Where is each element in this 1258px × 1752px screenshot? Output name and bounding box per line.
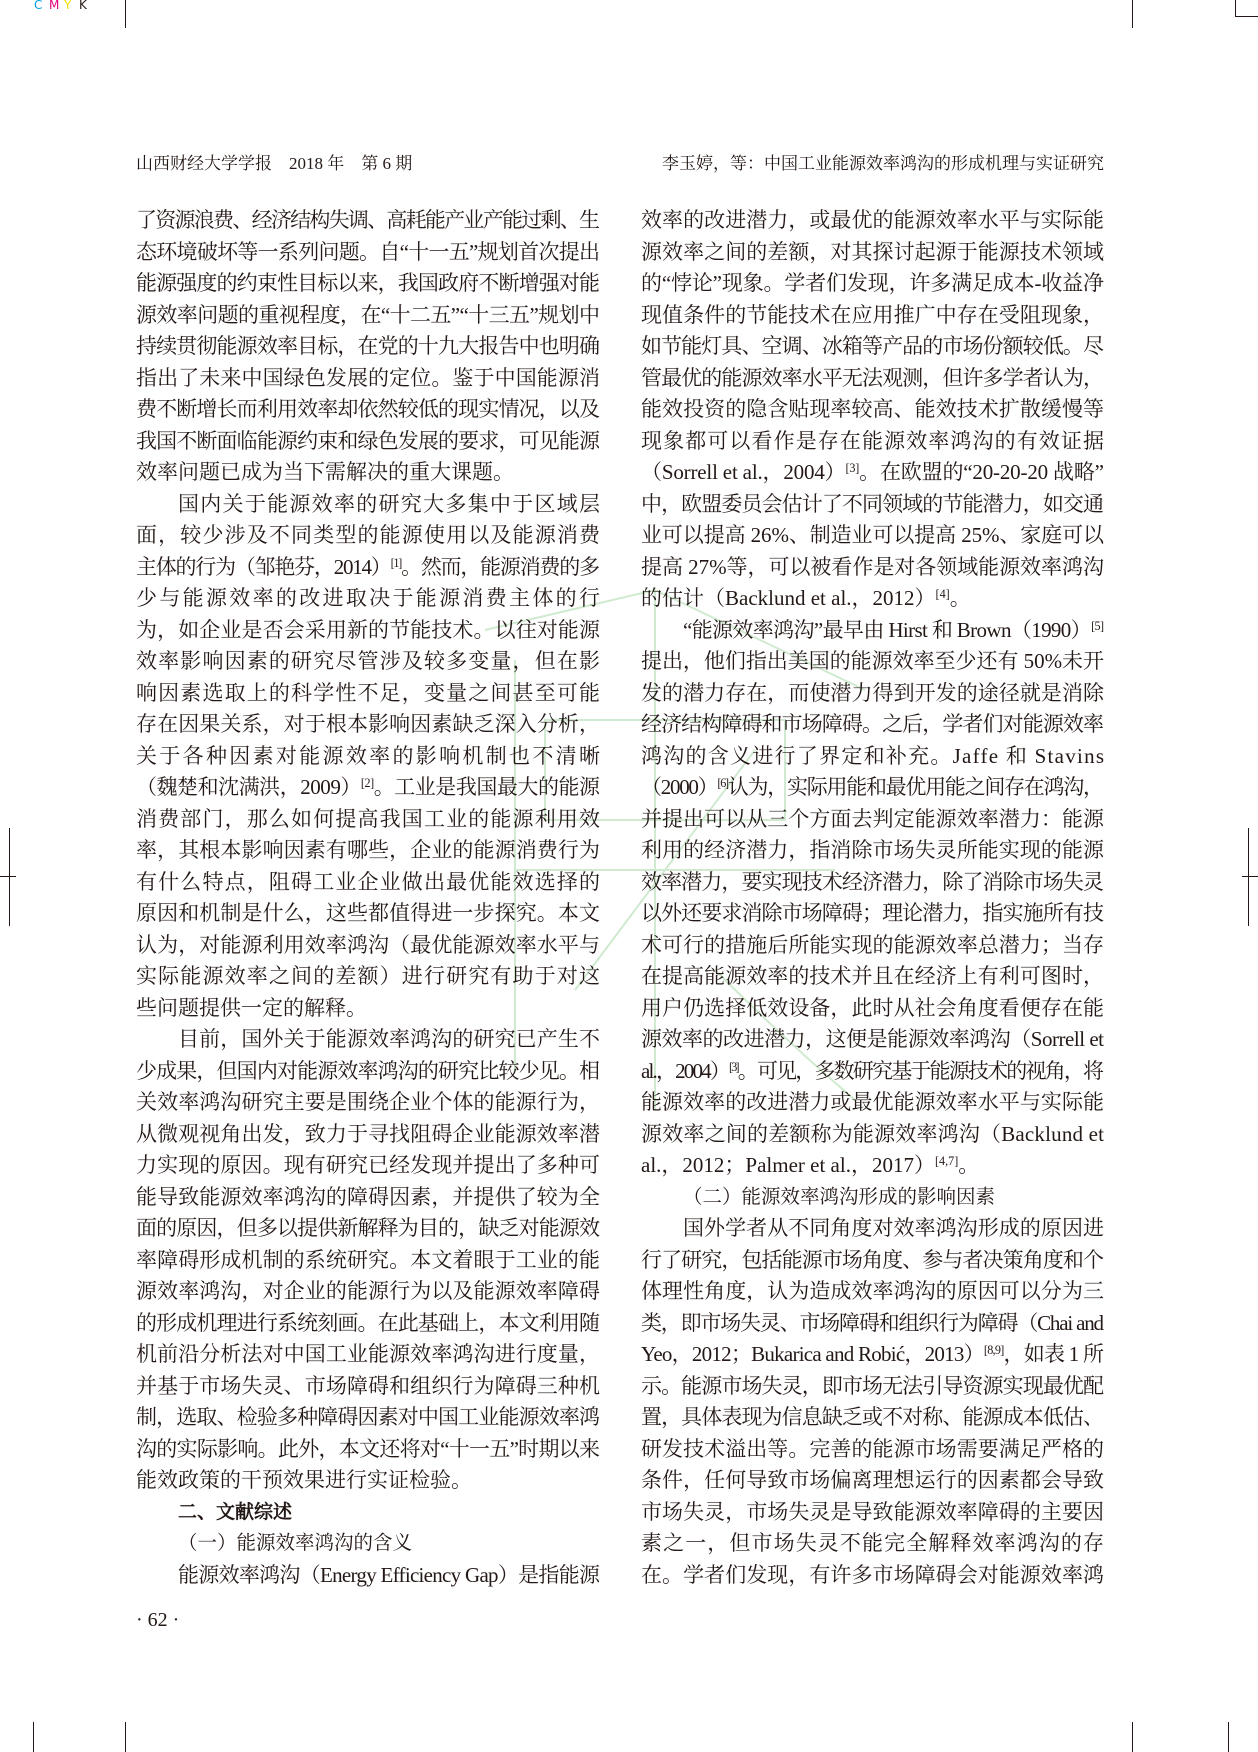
- line-text: 源效率之间的差额称为能源效率鸿沟（Backlund et: [641, 1121, 1105, 1146]
- text-line: [136, 1276, 600, 1308]
- text-line: [136, 1371, 600, 1403]
- line-text: 能源强度的约束性目标以来，我国政府不断增强对能: [136, 271, 600, 295]
- text-line: [641, 615, 1104, 647]
- text-line: [641, 1528, 1104, 1560]
- citation-marker: [4,7]: [934, 1154, 959, 1169]
- text-line: [641, 1402, 1104, 1434]
- text-line: [641, 898, 1104, 930]
- text-line: [136, 615, 600, 647]
- crop-mark: [33, 1722, 34, 1752]
- text-line: [136, 1024, 600, 1056]
- line-text: 国内关于能源效率的研究大多集中于区域层: [178, 491, 602, 516]
- text-line: [641, 583, 1104, 615]
- text-line: [136, 1213, 600, 1245]
- line-text: 效率的改进潜力，或最优的能源效率水平与实际能: [641, 208, 1105, 232]
- text-line: [641, 1497, 1104, 1529]
- line-text: （魏楚和沈满洪，2009）[2]。工业是我国最大的能源: [136, 775, 600, 799]
- line-text: （2000）[6]认为，实际用能和最优用能之间存在鸿沟，: [641, 775, 1103, 799]
- crop-mark: [1132, 1722, 1133, 1752]
- text-line: [136, 898, 600, 930]
- line-text: 效率问题已成为当下需解决的重大课题。: [136, 460, 514, 484]
- crop-mark: [1235, 16, 1258, 17]
- text-line: [136, 426, 600, 458]
- cmyk-letter-y: Y: [64, 0, 72, 12]
- line-text: 的估计（Backlund et al.，2012）[4]。: [641, 586, 971, 610]
- line-text: 实际能源效率之间的差额）进行研究有助于对这: [136, 964, 602, 988]
- line-text: 术可行的措施后所能实现的能源效率总潜力；当存: [641, 932, 1105, 957]
- text-line: [641, 835, 1104, 867]
- text-line: [641, 961, 1104, 993]
- subsection-heading: [641, 1182, 1104, 1214]
- text-line: [641, 1213, 1104, 1245]
- text-line: [641, 426, 1104, 458]
- text-line: [641, 394, 1104, 426]
- text-line: [641, 772, 1104, 804]
- line-text: 机前沿分析法对中国工业能源效率鸿沟进行度量，: [136, 1342, 601, 1366]
- line-text: al.，2004）[3]。可见，多数研究基于能源技术的视角，将: [641, 1058, 1103, 1083]
- text-line: [641, 993, 1104, 1025]
- line-text: 市场失灵，市场失灵是导致能源效率障碍的主要因: [641, 1499, 1105, 1524]
- line-text: 现象都可以看作是存在能源效率鸿沟的有效证据: [641, 428, 1106, 453]
- text-line: [641, 1560, 1104, 1592]
- text-line: [641, 741, 1104, 773]
- line-text: 能源效率鸿沟（Energy Efficiency Gap）是指能源: [178, 1562, 600, 1587]
- line-text: 存在因果关系，对于根本影响因素缺乏深入分析，: [136, 712, 601, 736]
- line-text: 现值条件的节能技术在应用推广中存在受阻现象，: [641, 302, 1105, 327]
- line-text: 管最优的能源效率水平无法观测，但许多学者认为，: [641, 365, 1104, 390]
- line-text: 关效率鸿沟研究主要是围绕企业个体的能源行为，: [136, 1090, 601, 1114]
- line-text: 能导致能源效率鸿沟的障碍因素，并提供了较为全: [136, 1184, 601, 1209]
- line-text: 在。学者们发现，有许多市场障碍会对能源效率鸿: [641, 1562, 1105, 1587]
- text-line: [136, 1560, 600, 1592]
- text-line: [641, 867, 1104, 899]
- line-text: 二、文献综述: [178, 1500, 293, 1523]
- text-line: [136, 583, 603, 615]
- line-text: 少成果，但国内对能源效率鸿沟的研究比较少见。相: [136, 1058, 600, 1083]
- text-line: [136, 930, 600, 962]
- citation-marker: [2]: [360, 776, 374, 791]
- line-text: 业可以提高 26%、制造业可以提高 25%、家庭可以: [641, 523, 1104, 547]
- citation-marker: [5]: [1091, 618, 1104, 633]
- text-line: [136, 552, 600, 584]
- text-line: [136, 237, 600, 269]
- citation-marker: [6]: [717, 776, 728, 791]
- line-text: 用户仍选择低效设备，此时从社会角度看便存在能: [641, 995, 1105, 1020]
- line-text: 中，欧盟委员会估计了不同领域的节能潜力，如交通: [641, 491, 1104, 516]
- text-line: [136, 1056, 600, 1088]
- text-line: [641, 1465, 1104, 1497]
- line-text: 主体的行为（邹艳芬，2014）[1]。然而，能源消费的多: [136, 554, 599, 579]
- line-text: al.，2012；Palmer et al.，2017）[4,7]。: [641, 1153, 980, 1177]
- line-text: 响因素选取上的科学性不足，变量之间甚至可能: [136, 680, 602, 705]
- text-line: [136, 300, 600, 332]
- text-line: [136, 804, 600, 836]
- line-text: 从微观视角出发，致力于寻找阻碍企业能源效率潜: [136, 1121, 601, 1146]
- line-text: （Sorrell et al.，2004）[3]。在欧盟的“20-20-20 战略”: [641, 460, 1104, 484]
- text-line: [136, 1434, 600, 1466]
- line-text: 力实现的原因。现有研究已经发现并提出了多种可: [136, 1153, 601, 1177]
- text-line: [136, 489, 600, 521]
- line-text: 能源效率的改进潜力或最优能源效率水平与实际能: [641, 1090, 1105, 1114]
- section-heading: [136, 1497, 600, 1529]
- line-text: 如节能灯具、空调、冰箱等产品的市场份额较低。尽: [641, 334, 1104, 358]
- cmyk-color-bar: [34, 0, 94, 12]
- text-line: [136, 646, 600, 678]
- text-line: [641, 520, 1104, 552]
- line-text: 面的原因，但多以提供新解释为目的，缺乏对能源效: [136, 1216, 600, 1240]
- line-text: 率，其根本影响因素有哪些，企业的能源消费行为: [136, 838, 601, 862]
- text-line: [136, 331, 600, 363]
- cmyk-letter-c: C: [34, 0, 43, 12]
- text-line: [641, 1434, 1104, 1466]
- citation-marker: [8,9]: [983, 1343, 1004, 1358]
- text-line: [641, 457, 1104, 489]
- line-text: （一）能源效率鸿沟的含义: [178, 1533, 413, 1554]
- registration-mark: [9, 828, 10, 926]
- citation-marker: [4]: [935, 587, 950, 602]
- text-line: [641, 552, 1104, 584]
- text-line: [641, 1339, 1104, 1371]
- line-text: 少与能源效率的改进取决于能源消费主体的行: [136, 586, 603, 610]
- registration-mark: [1242, 876, 1258, 877]
- line-text: 原因和机制是什么，这些都值得进一步探究。本文: [136, 901, 601, 925]
- text-line: [136, 1245, 600, 1277]
- line-text: 关于各种因素对能源效率的影响机制也不清晰: [136, 743, 603, 768]
- text-line: [136, 1119, 600, 1151]
- text-line: [136, 835, 600, 867]
- text-line: [641, 804, 1104, 836]
- running-title: 李玉婷，等：中国工业能源效率鸿沟的形成机理与实证研究: [662, 154, 1104, 173]
- citation-marker: [3]: [729, 1059, 738, 1074]
- line-text: 沟的实际影响。此外，本文还将对“十一五”时期以来: [136, 1436, 600, 1461]
- line-text: 源效率鸿沟，对企业的能源行为以及能源效率障碍: [136, 1279, 601, 1303]
- line-text: 行了研究，包括能源市场角度、参与者决策角度和个: [641, 1247, 1104, 1272]
- line-text: 态环境破坏等一系列问题。自“十一五”规划首次提出: [136, 239, 600, 264]
- line-text: 的形成机理进行系统刻画。在此基础上，本文利用随: [136, 1310, 600, 1335]
- crop-mark: [1132, 0, 1133, 28]
- text-line: [136, 678, 600, 710]
- text-line: [136, 741, 603, 773]
- line-text: 经济结构障碍和市场障碍。之后，学者们对能源效率: [641, 712, 1104, 736]
- text-line: [136, 1182, 600, 1214]
- text-line: [136, 993, 600, 1025]
- text-line: [641, 1371, 1104, 1403]
- text-line: [136, 520, 600, 552]
- text-line: [641, 1245, 1104, 1277]
- text-line: [641, 268, 1104, 300]
- right-column: [641, 205, 1104, 1591]
- line-text: “能源效率鸿沟”最早由 Hirst 和 Brown（1990）[5]: [683, 617, 1104, 642]
- line-text: 率障碍形成机制的系统研究。本文着眼于工业的能: [136, 1247, 601, 1272]
- line-text: Yeo，2012；Bukarica and Robić，2013）[8,9]，如表 1 所: [641, 1342, 1104, 1366]
- line-text: 为，如企业是否会采用新的节能技术。以往对能源: [136, 617, 601, 642]
- text-line: [641, 1308, 1104, 1340]
- text-line: [641, 709, 1104, 741]
- text-line: [136, 1087, 600, 1119]
- line-text: 能效投资的隐含贴现率较高、能效技术扩散缓慢等: [641, 397, 1105, 421]
- line-text: 能效政策的干预效果进行实证检验。: [136, 1468, 472, 1492]
- line-text: 国外学者从不同角度对效率鸿沟形成的原因进: [683, 1216, 1105, 1240]
- line-text: 有什么特点，阻碍工业企业做出最优能效选择的: [136, 869, 602, 894]
- text-line: [641, 646, 1104, 678]
- line-text: 制，选取、检验多种障碍因素对中国工业能源效率鸿: [136, 1405, 600, 1429]
- text-line: [641, 1056, 1104, 1088]
- line-text: 的“悖论”现象。学者们发现，许多满足成本-收益净: [641, 271, 1104, 295]
- text-line: [641, 331, 1104, 363]
- text-line: [641, 1087, 1104, 1119]
- crop-mark: [1235, 0, 1236, 17]
- text-line: [641, 363, 1104, 395]
- line-text: （二）能源效率鸿沟形成的影响因素: [683, 1186, 996, 1208]
- line-text: 源效率问题的重视程度，在“十二五”“十三五”规划中: [136, 302, 600, 327]
- line-text: 源效率的改进潜力，这便是能源效率鸿沟（Sorrell et: [641, 1027, 1104, 1051]
- citation-marker: [1]: [390, 555, 402, 570]
- cmyk-letter-m: M: [49, 0, 60, 12]
- line-text: 在提高能源效率的技术并且在经济上有利可图时，: [641, 964, 1105, 988]
- line-text: 提高 27%等，可以被看作是对各领域能源效率鸿沟: [641, 554, 1104, 579]
- line-text: 研发技术溢出等。完善的能源市场需要满足严格的: [641, 1436, 1105, 1461]
- line-text: 效率影响因素的研究尽管涉及较多变量，但在影: [136, 649, 602, 673]
- line-text: 目前，国外关于能源效率鸿沟的研究已产生不: [178, 1027, 601, 1051]
- text-line: [641, 1024, 1104, 1056]
- line-text: 条件，任何导致市场偏离理想运行的因素都会导致: [641, 1468, 1105, 1492]
- text-line: [641, 930, 1104, 962]
- text-line: [641, 678, 1104, 710]
- line-text: 提出，他们指出美国的能源效率至少还有 50%未开: [641, 649, 1104, 673]
- text-line: [136, 961, 600, 993]
- line-text: 效率潜力，要实现技术经济潜力，除了消除市场失灵: [641, 869, 1104, 894]
- text-line: [136, 1402, 600, 1434]
- line-text: 以外还要求消除市场障碍；理论潜力，指实施所有技: [641, 901, 1104, 925]
- line-text: 类，即市场失灵、市场障碍和组织行为障碍（Chai and: [641, 1310, 1103, 1335]
- journal-header: 山西财经大学学报 2018 年 第 6 期: [136, 154, 413, 173]
- line-text: 鸿沟的含义进行了界定和补充。Jaffe 和 Stavins: [641, 743, 1106, 768]
- line-text: 消费部门，那么如何提高我国工业的能源利用效: [136, 806, 602, 831]
- text-line: [136, 205, 600, 237]
- line-text: 面，较少涉及不同类型的能源使用以及能源消费: [136, 523, 602, 547]
- left-column: [136, 205, 603, 1591]
- text-line: [641, 205, 1104, 237]
- text-line: [641, 1119, 1104, 1151]
- cmyk-letter-k: K: [79, 0, 87, 12]
- page-number: · 62 ·: [136, 1609, 180, 1631]
- text-line: [641, 237, 1104, 269]
- text-line: [136, 363, 600, 395]
- crop-mark: [125, 1722, 126, 1752]
- line-text: 了资源浪费、经济结构失调、高耗能产业产能过剩、生: [136, 208, 599, 232]
- line-text: 示。能源市场失灵，即市场无法引导资源实现最优配: [641, 1373, 1104, 1398]
- line-text: 持续贯彻能源效率目标，在党的十九大报告中也明确: [136, 334, 600, 358]
- text-line: [136, 1339, 600, 1371]
- crop-mark: [125, 0, 126, 28]
- line-text: 费不断增长而利用效率却依然较低的现实情况，以及: [136, 397, 600, 421]
- line-text: 并提出可以从三个方面去判定能源效率潜力：能源: [641, 806, 1105, 831]
- text-line: [136, 457, 600, 489]
- line-text: 发的潜力存在，而使潜力得到开发的途径就是消除: [641, 680, 1105, 705]
- line-text: 体理性角度，认为造成效率鸿沟的原因可以分为三: [641, 1279, 1105, 1303]
- text-line: [136, 1308, 600, 1340]
- registration-mark: [0, 876, 16, 877]
- line-text: 些问题提供一定的解释。: [136, 995, 367, 1020]
- text-line: [641, 1276, 1104, 1308]
- registration-mark: [1248, 828, 1249, 926]
- citation-marker: [3]: [845, 461, 860, 476]
- text-line: [136, 867, 600, 899]
- line-text: 源效率之间的差额，对其探讨起源于能源技术领域: [641, 239, 1105, 264]
- line-text: 素之一，但市场失灵不能完全解释效率鸿沟的存: [641, 1531, 1106, 1555]
- text-line: [136, 772, 600, 804]
- text-line: [136, 1150, 600, 1182]
- line-text: 并基于市场失灵、市场障碍和组织行为障碍三种机: [136, 1373, 601, 1398]
- line-text: 置，具体表现为信息缺乏或不对称、能源成本低估、: [641, 1405, 1104, 1429]
- text-line: [136, 268, 600, 300]
- line-text: 利用的经济潜力，指消除市场失灵所能实现的能源: [641, 838, 1105, 862]
- text-line: [136, 709, 600, 741]
- crop-mark: [1228, 1722, 1229, 1752]
- line-text: 我国不断面临能源约束和绿色发展的要求，可见能源: [136, 428, 600, 453]
- subsection-heading: [136, 1528, 600, 1560]
- text-line: [641, 300, 1104, 332]
- line-text: 认为，对能源利用效率鸿沟（最优能源效率水平与: [136, 932, 601, 957]
- text-line: [641, 1150, 1104, 1182]
- line-text: 指出了未来中国绿色发展的定位。鉴于中国能源消: [136, 365, 601, 390]
- text-line: [136, 394, 600, 426]
- text-line: [641, 489, 1104, 521]
- text-line: [136, 1465, 600, 1497]
